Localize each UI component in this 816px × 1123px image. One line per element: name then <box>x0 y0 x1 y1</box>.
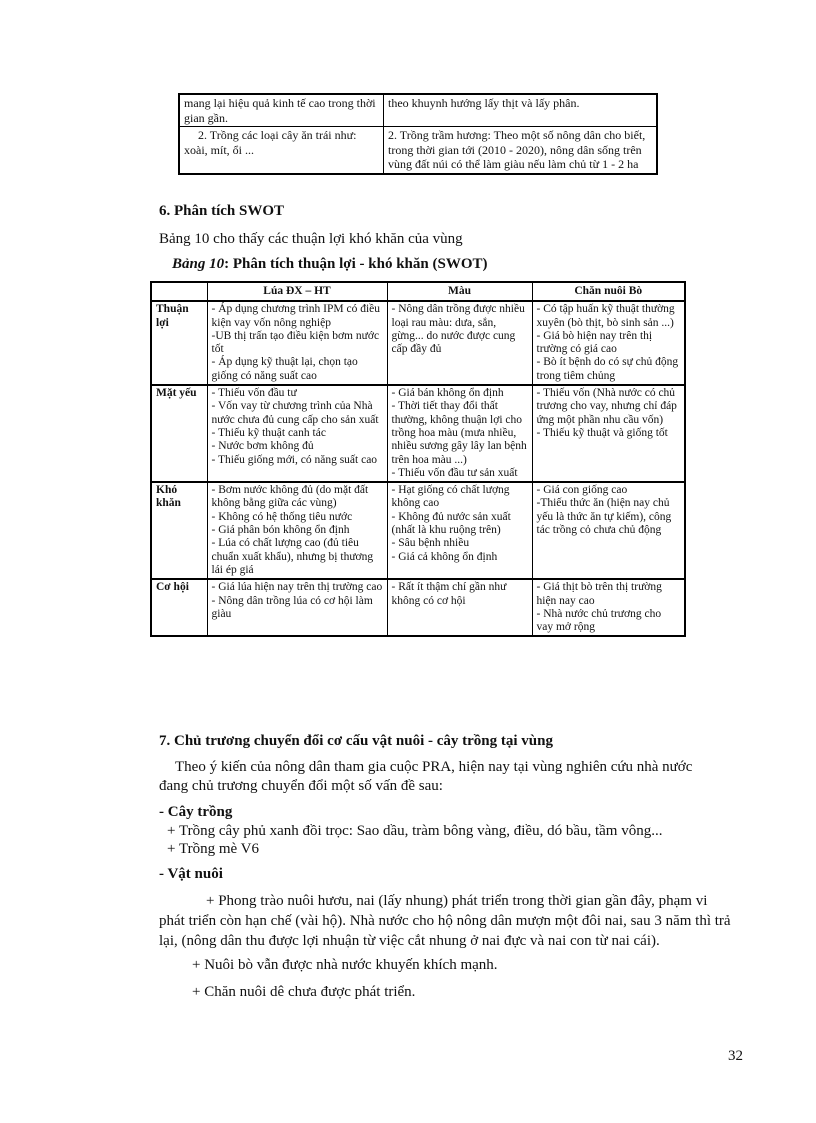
cell-line: -Thiếu thức ăn (hiện nay chủ yếu là thức ăn tự kiếm), công tác trồng cỏ chưa chủ động <box>536 497 672 537</box>
header-cell-cattle: Chăn nuôi Bò <box>532 282 685 301</box>
table-cell <box>532 385 685 482</box>
section-7-para-line: đang chủ trương chuyển đổi một số vấn đề sau: <box>159 778 443 794</box>
swot-table <box>150 281 686 637</box>
cell-line: - Giá bò hiện nay trên thị trường có giá cao <box>536 329 653 356</box>
cell-line: - Sâu bệnh nhiều <box>391 537 470 550</box>
cell-line: - Nhà nước chủ trương cho vay mở rộng <box>536 607 662 634</box>
cell-line: - Giá thịt bò trên thị trường hiện nay cao <box>536 581 662 607</box>
cell-line: - Vốn vay từ chương trình của Nhà nước chưa đủ cung cấp cho sản xuất <box>211 400 379 426</box>
cell-line: - Lúa có chất lượng cao (đủ tiêu chuẩn xuất khẩu), nhưng bị thương lái ép giá <box>211 537 374 576</box>
crops-heading: - Cây trồng <box>159 804 233 820</box>
table-row <box>179 94 657 127</box>
cell-line: - Thiếu vốn (Nhà nước có chủ trương cho vay, nhưng chỉ đáp ứng một phần nhu cầu vốn) <box>536 387 677 426</box>
cell-line: - Giá cả không ổn định <box>391 550 498 563</box>
swot-row-strengths <box>151 301 685 385</box>
cell-line: - Giá con giống cao <box>536 484 628 497</box>
cell-line: - Nông dân trồng được nhiều loại rau màu: dưa, sắn, gừng... do nước được cung cấp đầy đủ <box>391 303 525 356</box>
cell-line: - Giá bán không ổn định <box>391 387 504 400</box>
cell-line: - Áp dụng kỹ thuật lại, chọn tạo giống có năng suất cao <box>211 356 358 382</box>
header-cell-crops: Màu <box>387 282 532 301</box>
header-cell-rice: Lúa ĐX – HT <box>207 282 387 301</box>
swot-row-threats <box>151 482 685 579</box>
table-cell <box>207 579 387 636</box>
cell-line: - Rất ít thậm chí gần như không có cơ hội <box>391 581 507 607</box>
cell-line: - Thiếu kỹ thuật và giống tốt <box>536 426 668 439</box>
table-cell <box>532 579 685 636</box>
cell-line: - Thời tiết thay đổi thất thường, không thuận lợi cho trồng hoa màu (mưa nhiều, nhiều sương gây lây lan bệnh trên hoa màu ...) <box>391 400 527 466</box>
swot-row-opportunities <box>151 579 685 636</box>
section-6-heading: 6. Phân tích SWOT <box>159 203 285 219</box>
livestock-para-line: phát triển còn hạn chế (vài hộ). Nhà nước cho hộ nông dân mượn một đôi nai, sau 3 năm thì trả <box>159 913 731 929</box>
table-cell <box>532 482 685 579</box>
table-cell <box>387 385 532 482</box>
table-cell <box>207 482 387 579</box>
page-number: 32 <box>728 1048 743 1064</box>
cell-line: - Bơm nước không đủ (do mặt đất không bằng giữa các vùng) <box>211 484 369 510</box>
row-label: Mặt yếu <box>151 385 207 482</box>
table-cell: mang lại hiệu quả kinh tế cao trong thời gian gần. <box>179 94 384 127</box>
table-cell <box>207 301 387 385</box>
table-cell <box>532 301 685 385</box>
cell-line: - Thiếu vốn đầu tư sản xuất <box>391 466 518 479</box>
section-6-intro: Bảng 10 cho thấy các thuận lợi khó khăn của vùng <box>159 231 463 247</box>
row-label: Cơ hội <box>151 579 207 636</box>
livestock-para-line: lại, (nông dân thu được lợi nhuận từ việc cắt nhung ở nai đực và nai con từ nai cái). <box>159 933 660 949</box>
table-cell: 2. Trồng trầm hương: Theo một số nông dân cho biết, trong thời gian tới (2010 - 2020), nông dân sống trên vùng đất núi có thể làm giàu nếu làm chủ từ 1 - 2 ha <box>384 127 658 174</box>
cell-line: - Không đủ nước sản xuất (nhất là khu ruộng trên) <box>391 510 511 537</box>
cell-line: - Áp dụng chương trình IPM có điều kiện vay vốn nông nghiệp <box>211 303 381 329</box>
cell-line: - Giá lúa hiện nay trên thị trường cao <box>211 581 383 594</box>
section-7-para-line: Theo ý kiến của nông dân tham gia cuộc PRA, hiện nay tại vùng nghiên cứu nhà nước <box>175 759 693 775</box>
row-label: Thuận lợi <box>151 301 207 385</box>
cell-line: - Thiếu kỹ thuật canh tác <box>211 426 326 439</box>
livestock-item: + Nuôi bò vẫn được nhà nước khuyến khích mạnh. <box>192 957 498 973</box>
cell-line: - Thiếu giống mới, có năng suất cao <box>211 453 378 466</box>
caption-label: Bảng 10 <box>172 256 225 272</box>
table-cell <box>207 385 387 482</box>
cell-line: - Thiếu vốn đầu tư <box>211 387 297 400</box>
cell-line: - Nước bơm không đủ <box>211 440 314 453</box>
top-continuation-table <box>178 93 658 175</box>
table-caption <box>172 255 488 273</box>
livestock-para-line: + Phong trào nuôi hươu, nai (lấy nhung) phát triển trong thời gian gần đây, phạm vi <box>206 893 708 909</box>
header-cell-empty <box>151 282 207 301</box>
table-cell: theo khuynh hướng lấy thịt và lấy phân. <box>384 94 658 127</box>
cell-line: - Nông dân trồng lúa có cơ hội làm giàu <box>211 594 373 620</box>
table-cell <box>387 482 532 579</box>
section-7-heading: 7. Chủ trương chuyển đổi cơ cấu vật nuôi - cây trồng tại vùng <box>159 733 553 749</box>
crops-item: + Trồng cây phủ xanh đồi trọc: Sao dầu, tràm bông vàng, điều, dó bầu, tầm vông... <box>167 823 663 839</box>
crops-item: + Trồng mè V6 <box>167 841 259 857</box>
row-label: Khó khăn <box>151 482 207 579</box>
cell-line: - Giá phân bón không ổn định <box>211 524 350 537</box>
caption-text: : Phân tích thuận lợi - khó khăn (SWOT) <box>224 256 488 272</box>
table-cell <box>387 301 532 385</box>
table-header-row <box>151 282 685 301</box>
cell-line: -UB thị trấn tạo điều kiện bơm nước tốt <box>211 329 380 356</box>
table-cell <box>387 579 532 636</box>
cell-line: - Không có hệ thống tiêu nước <box>211 510 353 523</box>
cell-line: - Hạt giống có chất lượng không cao <box>391 484 510 510</box>
table-cell: 2. Trồng các loại cây ăn trái như: xoài, mít, ổi ... <box>179 127 384 174</box>
livestock-heading: - Vật nuôi <box>159 866 223 882</box>
cell-line: - Có tập huấn kỹ thuật thường xuyên (bò thịt, bò sinh sản ...) <box>536 303 675 329</box>
livestock-item: + Chăn nuôi dê chưa được phát triển. <box>192 984 416 1000</box>
table-row <box>179 127 657 174</box>
swot-row-weaknesses <box>151 385 685 482</box>
cell-line: - Bò ít bệnh do có sự chủ động trong tiêm chủng <box>536 356 679 382</box>
